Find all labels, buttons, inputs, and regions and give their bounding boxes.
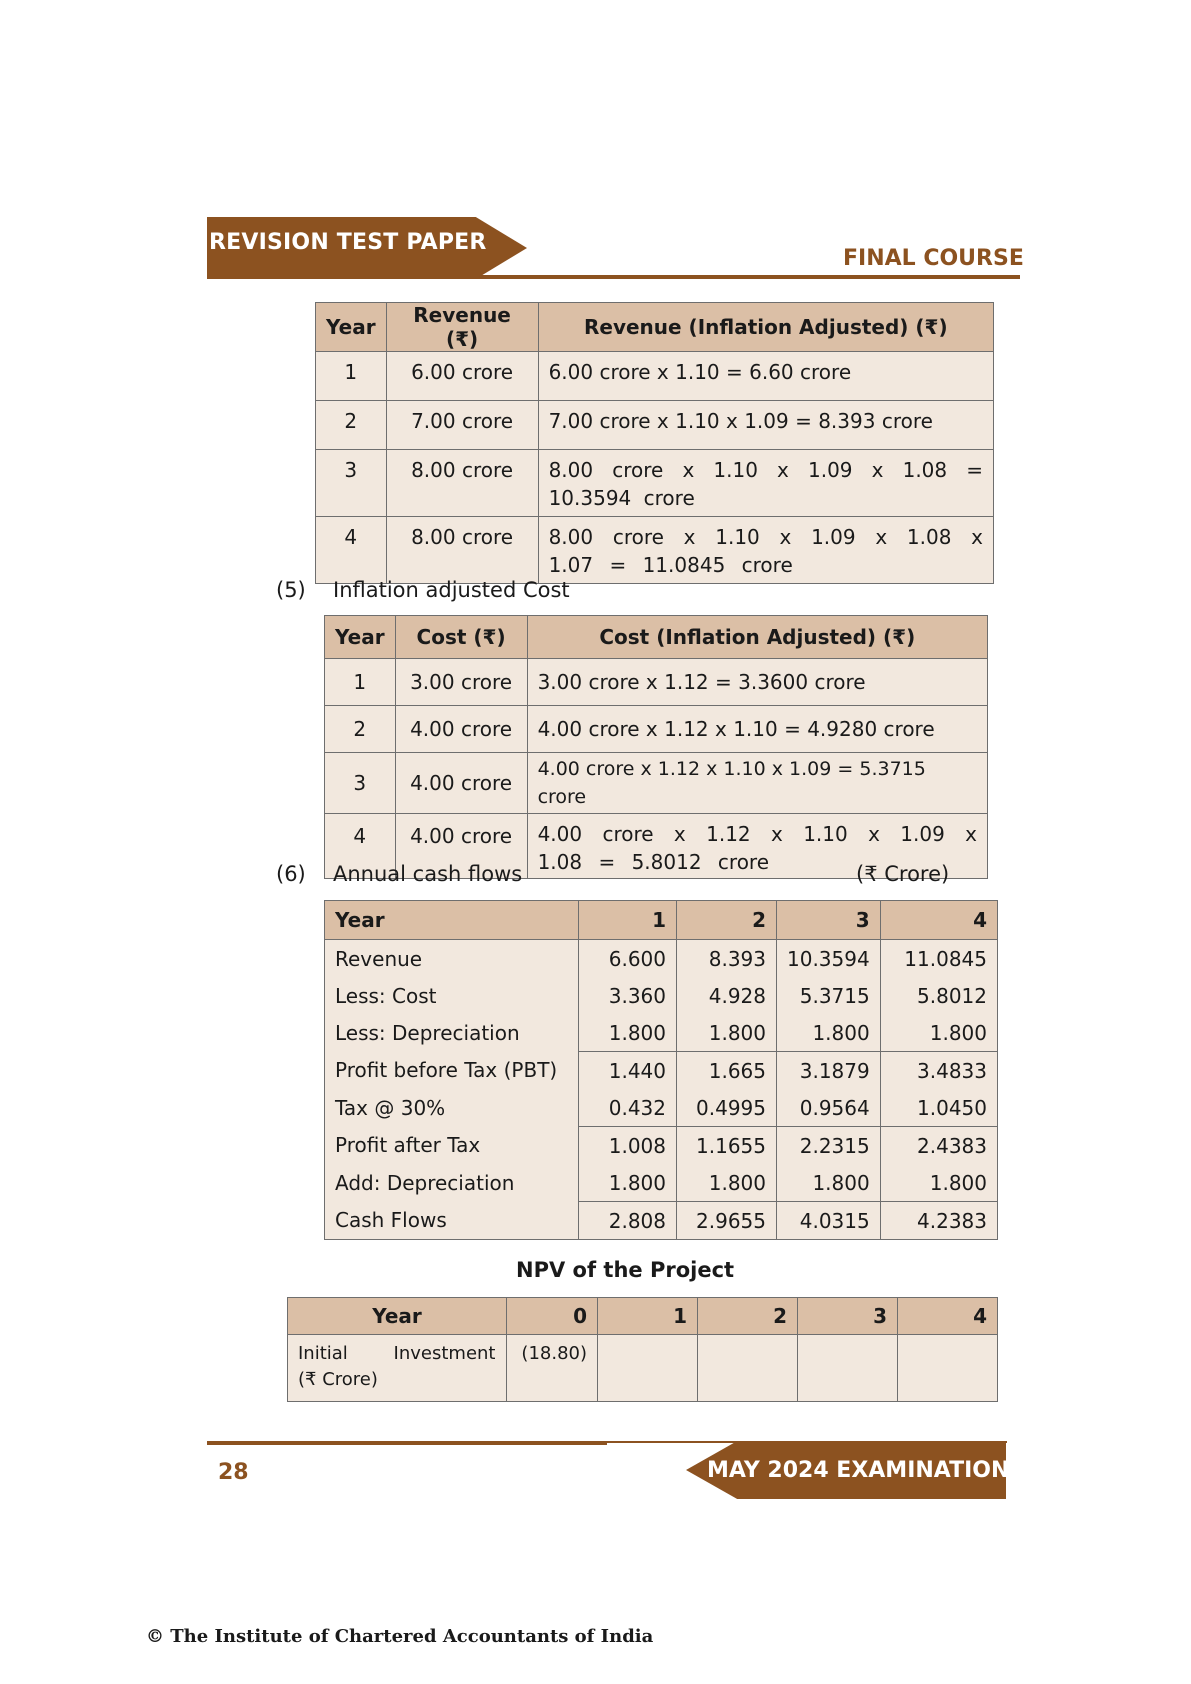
column-header: Cost (Inflation Adjusted) (₹): [527, 616, 987, 659]
row-label: Profit before Tax (PBT): [325, 1052, 579, 1090]
npv-title: NPV of the Project: [516, 1258, 735, 1282]
year-cell: 2: [316, 401, 387, 450]
value-cell: 1.800: [677, 1014, 777, 1052]
row-label: Add: Depreciation: [325, 1164, 579, 1202]
value-cell: 2.4383: [880, 1127, 997, 1165]
value-cell: 0.432: [579, 1089, 677, 1127]
value-cell: (18.80): [507, 1335, 598, 1402]
value-cell: 1.008: [579, 1127, 677, 1165]
revenue-cell: 7.00 crore: [386, 401, 538, 450]
revenue-cell: 8.00 crore: [386, 517, 538, 584]
table-header-row: [325, 616, 988, 659]
table-row: [325, 940, 998, 978]
year-cell: 4: [316, 517, 387, 584]
adjusted-cell: 8.00 crore x 1.10 x 1.09 x 1.08 x 1.07 = 11.0845 crore: [538, 517, 993, 584]
table-row: [316, 352, 994, 401]
row-label: Less: Depreciation: [325, 1014, 579, 1052]
row-label-line: Initial Investment: [298, 1343, 496, 1364]
column-header: 4: [898, 1298, 998, 1335]
year-cell: 2: [325, 706, 396, 753]
value-cell: 11.0845: [880, 940, 997, 978]
value-cell: 1.1655: [677, 1127, 777, 1165]
cost-cell: 4.00 crore: [395, 753, 527, 814]
value-cell: 1.800: [677, 1164, 777, 1202]
column-header: 3: [798, 1298, 898, 1335]
table-row: [316, 450, 994, 517]
value-cell: 5.3715: [777, 977, 881, 1014]
adjusted-cell: 4.00 crore x 1.12 x 1.10 x 1.09 = 5.3715 crore: [527, 753, 987, 814]
value-cell: 0.4995: [677, 1089, 777, 1127]
table-row: [325, 977, 998, 1014]
table-row: [325, 1014, 998, 1052]
cost-cell: 4.00 crore: [395, 706, 527, 753]
adjusted-cell: 4.00 crore x 1.12 x 1.10 = 4.9280 crore: [527, 706, 987, 753]
revenue-cell: 6.00 crore: [386, 352, 538, 401]
row-label: Tax @ 30%: [325, 1089, 579, 1127]
value-cell: 1.800: [579, 1164, 677, 1202]
value-cell: 6.600: [579, 940, 677, 978]
npv-table: [287, 1297, 998, 1402]
revenue-cell: 8.00 crore: [386, 450, 538, 517]
value-cell: 8.393: [677, 940, 777, 978]
value-cell: 3.4833: [880, 1052, 997, 1090]
cost-table: [324, 615, 988, 879]
column-header: Revenue (₹): [386, 303, 538, 352]
value-cell: 1.800: [880, 1164, 997, 1202]
value-cell: 2.9655: [677, 1202, 777, 1240]
value-cell: [598, 1335, 698, 1402]
column-header: Year: [325, 616, 396, 659]
cost-cell: 3.00 crore: [395, 659, 527, 706]
column-header: Year: [288, 1298, 507, 1335]
revenue-table: [315, 302, 994, 584]
table-row: [325, 753, 988, 814]
column-header: 0: [507, 1298, 598, 1335]
column-header: 2: [698, 1298, 798, 1335]
value-cell: 5.8012: [880, 977, 997, 1014]
year-cell: 1: [316, 352, 387, 401]
exam-label: MAY 2024 EXAMINATION: [707, 1458, 1010, 1483]
value-cell: 3.360: [579, 977, 677, 1014]
value-cell: 1.800: [880, 1014, 997, 1052]
table-header-row: [316, 303, 994, 352]
value-cell: 1.665: [677, 1052, 777, 1090]
value-cell: [798, 1335, 898, 1402]
table-row: [325, 1052, 998, 1090]
value-cell: 4.0315: [777, 1202, 881, 1240]
table-row: [325, 1202, 998, 1240]
value-cell: 2.808: [579, 1202, 677, 1240]
value-cell: 10.3594: [777, 940, 881, 978]
row-label: Cash Flows: [325, 1202, 579, 1240]
column-header: Year: [325, 901, 579, 940]
column-header: Year: [316, 303, 387, 352]
section-title: Annual cash flows: [333, 862, 523, 886]
cashflow-table: [324, 900, 998, 1240]
adjusted-cell: 8.00 crore x 1.10 x 1.09 x 1.08 = 10.3594 crore: [538, 450, 993, 517]
column-header: Cost (₹): [395, 616, 527, 659]
adjusted-cell: 4.00 crore x 1.12 x 1.10 x 1.09 x 1.08 = 5.8012 crore: [527, 814, 987, 879]
unit-label: (₹ Crore): [856, 862, 950, 886]
row-label: Less: Cost: [325, 977, 579, 1014]
footer-rule: [207, 1441, 607, 1445]
row-label: Profit after Tax: [325, 1127, 579, 1165]
row-label: Revenue: [325, 940, 579, 978]
table-row: [325, 1164, 998, 1202]
value-cell: [898, 1335, 998, 1402]
row-label-unit: (₹ Crore): [298, 1369, 378, 1390]
adjusted-cell: 7.00 crore x 1.10 x 1.09 = 8.393 crore: [538, 401, 993, 450]
column-header: 1: [579, 901, 677, 940]
table-header-row: [325, 901, 998, 940]
value-cell: 3.1879: [777, 1052, 881, 1090]
value-cell: [698, 1335, 798, 1402]
value-cell: 1.0450: [880, 1089, 997, 1127]
table-row: [325, 1127, 998, 1165]
section-number: (5): [276, 578, 306, 602]
year-cell: 4: [325, 814, 396, 879]
column-header: 4: [880, 901, 997, 940]
value-cell: 1.800: [777, 1164, 881, 1202]
column-header: 2: [677, 901, 777, 940]
value-cell: 4.928: [677, 977, 777, 1014]
year-cell: 3: [325, 753, 396, 814]
section-number: (6): [276, 862, 306, 886]
table-row: [316, 401, 994, 450]
value-cell: 1.800: [777, 1014, 881, 1052]
value-cell: 2.2315: [777, 1127, 881, 1165]
year-cell: 1: [325, 659, 396, 706]
value-cell: 4.2383: [880, 1202, 997, 1240]
table-header-row: [288, 1298, 998, 1335]
value-cell: 1.800: [579, 1014, 677, 1052]
table-row: [325, 706, 988, 753]
table-row: [325, 659, 988, 706]
section-title: Inflation adjusted Cost: [333, 578, 570, 602]
adjusted-cell: 6.00 crore x 1.10 = 6.60 crore: [538, 352, 993, 401]
value-cell: 1.440: [579, 1052, 677, 1090]
copyright: © The Institute of Chartered Accountants of India: [146, 1626, 654, 1647]
column-header: Revenue (Inflation Adjusted) (₹): [538, 303, 993, 352]
page-number: 28: [218, 1460, 249, 1485]
header-tag: REVISION TEST PAPER: [209, 230, 487, 255]
adjusted-cell: 3.00 crore x 1.12 = 3.3600 crore: [527, 659, 987, 706]
table-row: [288, 1335, 998, 1402]
course-label: FINAL COURSE: [843, 246, 1024, 271]
column-header: 3: [777, 901, 881, 940]
row-label: [288, 1335, 507, 1402]
value-cell: 0.9564: [777, 1089, 881, 1127]
cost-cell: 4.00 crore: [395, 814, 527, 879]
table-row: [316, 517, 994, 584]
year-cell: 3: [316, 450, 387, 517]
column-header: 1: [598, 1298, 698, 1335]
table-row: [325, 1089, 998, 1127]
